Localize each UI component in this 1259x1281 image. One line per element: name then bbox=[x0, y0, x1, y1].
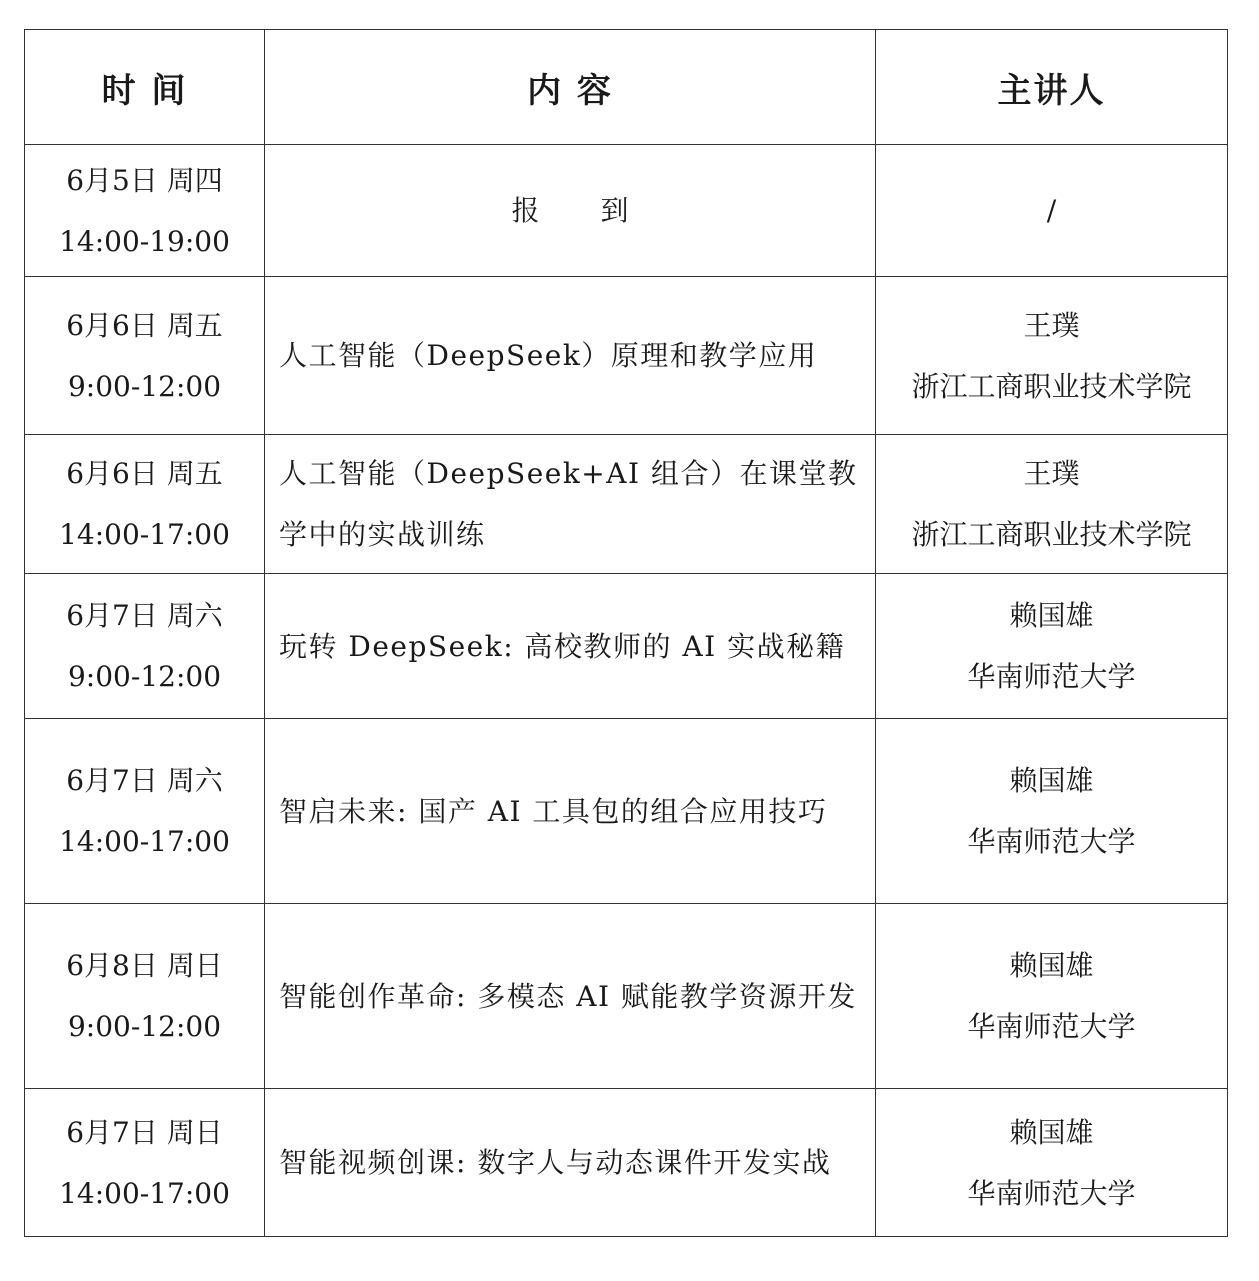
table-header-row bbox=[25, 30, 1228, 145]
date-text: 6月7日 周日 bbox=[66, 1115, 223, 1149]
content-cell bbox=[265, 904, 876, 1089]
speaker-name: 赖国雄 bbox=[1009, 1115, 1094, 1149]
time-range: 14:00-17:00 bbox=[59, 825, 230, 858]
session-title: 智能创作革命: 多模态 AI 赋能教学资源开发 bbox=[279, 979, 857, 1013]
content-cell bbox=[265, 719, 876, 904]
speaker-org: 华南师范大学 bbox=[967, 1176, 1136, 1210]
time-cell bbox=[25, 145, 265, 277]
content-cell bbox=[265, 1089, 876, 1237]
time-cell bbox=[25, 574, 265, 719]
session-title: 人工智能（DeepSeek+AI 组合）在课堂教学中的实战训练 bbox=[279, 457, 858, 551]
content-cell bbox=[265, 145, 876, 277]
time-range: 14:00-17:00 bbox=[59, 518, 230, 551]
schedule-table bbox=[24, 29, 1228, 1237]
speaker-name: 赖国雄 bbox=[1009, 949, 1094, 982]
table-row bbox=[25, 277, 1228, 435]
time-cell bbox=[25, 904, 265, 1089]
speaker-org: 浙江工商职业技术学院 bbox=[911, 518, 1192, 551]
table-row bbox=[25, 145, 1228, 277]
session-title: 智启未来: 国产 AI 工具包的组合应用技巧 bbox=[279, 794, 828, 828]
speaker-org: 华南师范大学 bbox=[967, 660, 1136, 693]
date-text: 6月7日 周六 bbox=[66, 599, 223, 632]
speaker-org: 浙江工商职业技术学院 bbox=[911, 369, 1192, 403]
speaker-name: 王璞 bbox=[1023, 457, 1080, 490]
session-title: 报 到 bbox=[511, 194, 629, 227]
time-range: 14:00-19:00 bbox=[59, 224, 230, 258]
content-cell bbox=[265, 277, 876, 435]
date-text: 6月6日 周五 bbox=[66, 308, 223, 342]
time-cell bbox=[25, 1089, 265, 1237]
time-cell bbox=[25, 719, 265, 904]
time-range: 9:00-12:00 bbox=[67, 369, 222, 403]
speaker-cell bbox=[876, 277, 1228, 435]
speaker-name: / bbox=[1046, 194, 1057, 227]
header-time: 时 间 bbox=[25, 30, 265, 145]
time-range: 9:00-12:00 bbox=[67, 660, 222, 693]
header-content: 内 容 bbox=[265, 30, 876, 145]
speaker-cell bbox=[876, 719, 1228, 904]
session-title: 智能视频创课: 数字人与动态课件开发实战 bbox=[279, 1146, 832, 1179]
speaker-org: 华南师范大学 bbox=[967, 825, 1136, 858]
time-cell bbox=[25, 435, 265, 574]
speaker-cell bbox=[876, 1089, 1228, 1237]
session-title: 人工智能（DeepSeek）原理和教学应用 bbox=[279, 339, 818, 372]
speaker-cell bbox=[876, 574, 1228, 719]
table-row bbox=[25, 435, 1228, 574]
date-text: 6月5日 周四 bbox=[66, 163, 223, 197]
speaker-cell bbox=[876, 145, 1228, 277]
speaker-org: 华南师范大学 bbox=[967, 1010, 1136, 1043]
speaker-cell bbox=[876, 435, 1228, 574]
speaker-name: 王璞 bbox=[1023, 308, 1080, 342]
time-range: 9:00-12:00 bbox=[67, 1010, 222, 1043]
table-row bbox=[25, 904, 1228, 1089]
date-text: 6月6日 周五 bbox=[66, 457, 223, 490]
time-range: 14:00-17:00 bbox=[59, 1176, 230, 1210]
header-speaker: 主讲人 bbox=[876, 30, 1228, 145]
table-row bbox=[25, 719, 1228, 904]
speaker-name: 赖国雄 bbox=[1009, 764, 1094, 797]
table-row bbox=[25, 1089, 1228, 1237]
speaker-cell bbox=[876, 904, 1228, 1089]
time-cell bbox=[25, 277, 265, 435]
content-cell bbox=[265, 435, 876, 574]
speaker-name: 赖国雄 bbox=[1009, 599, 1094, 632]
table-row bbox=[25, 574, 1228, 719]
session-title: 玩转 DeepSeek: 高校教师的 AI 实战秘籍 bbox=[279, 629, 846, 663]
date-text: 6月7日 周六 bbox=[66, 764, 223, 797]
content-cell bbox=[265, 574, 876, 719]
date-text: 6月8日 周日 bbox=[66, 949, 223, 982]
